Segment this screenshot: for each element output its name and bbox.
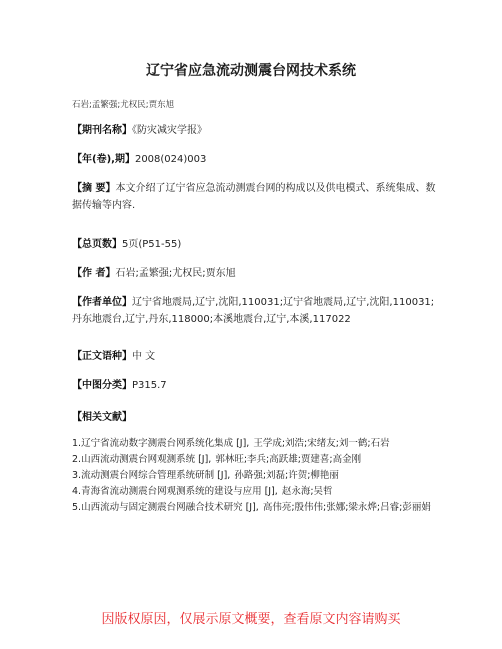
reference-authors: 赵永海;吴哲 <box>281 486 333 497</box>
reference-title: 1.辽宁省流动数字测震台网系统化集成 [J], <box>72 438 250 449</box>
reference-title: 3.流动测震台网综合管理系统研制 [J], <box>72 470 231 481</box>
document-title: 辽宁省应急流动测震台网技术系统 <box>146 63 356 79</box>
field-value: 中 文 <box>132 351 156 362</box>
field-label: 【作者单位】 <box>72 297 132 308</box>
reference-authors: 郭林旺;李兵;高跃雄;贾建喜;高金刚 <box>215 454 362 465</box>
field-journal <box>72 122 437 139</box>
field-value: 2008(024)003 <box>134 154 207 165</box>
field-label: 【正文语种】 <box>72 351 132 362</box>
field-page-count <box>72 236 437 253</box>
field-authors <box>72 265 437 282</box>
reference-item[interactable] <box>72 436 437 452</box>
field-abstract <box>72 180 437 214</box>
field-label: 【总页数】 <box>72 239 122 250</box>
reference-title: 2.山西流动测震台网观测系统 [J], <box>72 454 212 465</box>
field-value: P315.7 <box>132 380 167 391</box>
field-label: 【期刊名称】 <box>72 125 132 136</box>
reference-authors: 孙路强;刘磊;许贺;柳艳丽 <box>234 470 339 481</box>
field-label: 【摘 要】 <box>72 183 116 194</box>
reference-item[interactable] <box>72 484 437 500</box>
field-affiliation <box>72 294 437 328</box>
copyright-notice: 因版权原因，仅展示原文概要，查看原文内容请购买 <box>101 612 401 627</box>
field-value: 本文介绍了辽宁省应急流动测震台网的构成以及供电模式、系统集成、数据传输等内容. <box>72 183 436 211</box>
field-label: 【中图分类】 <box>72 380 132 391</box>
field-language <box>72 348 437 365</box>
references-heading: 【相关文献】 <box>72 412 132 423</box>
reference-title: 4.青海省流动测震台网观测系统的建设与应用 [J], <box>72 486 278 497</box>
reference-item[interactable] <box>72 500 437 516</box>
reference-item[interactable] <box>72 468 437 484</box>
reference-title: 5.山西流动与固定测震台网融合技术研究 [J], <box>72 502 259 513</box>
authors-line: 石岩;孟繁强;尤权民;贾东旭 <box>72 100 175 110</box>
field-value: 《防灾减灾学报》 <box>132 125 207 136</box>
reference-item[interactable] <box>72 452 437 468</box>
references-list <box>72 436 437 516</box>
reference-authors: 高伟亮;殷伟伟;张娜;梁永烨;吕睿;彭丽娟 <box>262 502 431 513</box>
field-label: 【年(卷),期】 <box>72 154 135 165</box>
reference-authors: 王学成;刘浩;宋绪友;刘一鹤;石岩 <box>253 438 390 449</box>
field-value: 石岩;孟繁强;尤权民;贾东旭 <box>115 268 236 279</box>
field-label: 【作 者】 <box>72 268 116 279</box>
field-year-issue <box>72 151 437 168</box>
field-value: 辽宁省地震局,辽宁,沈阳,110031;辽宁省地震局,辽宁,沈阳,110031;丹东地震台,辽宁,丹东,118000;本溪地震台,辽宁,本溪,117022 <box>72 297 435 325</box>
field-classification <box>72 377 437 394</box>
field-value: 5页(P51-55) <box>122 239 182 250</box>
